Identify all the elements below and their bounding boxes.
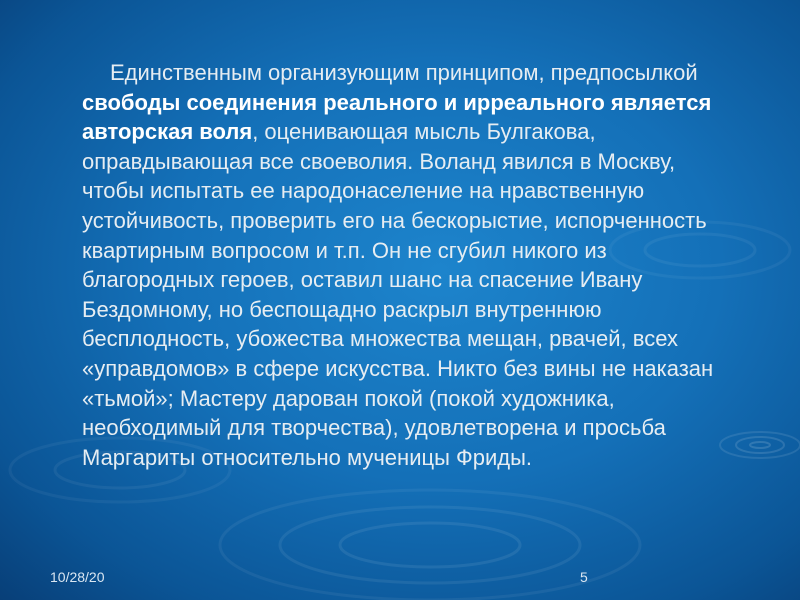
paragraph-intro: Единственным организующим принципом, предпосылкой (110, 60, 698, 85)
paragraph-body: , оценивающая мысль Булгакова, оправдывающая все своеволия. Воланд явился в Москву, чтобы испытать ее народонаселение на нравственную устойчивость, проверить его на бескорыстие, испорченность квартирным вопросом и т.п. Он не сгубил никого из благородных героев, оставил шанс на спасение Ивану Бездомному, но беспощадно раскрыл внутреннюю бесплодность, убожества множества мещан, рвачей, всех «управдомов» в сфере искусства. Никто без вины не наказан «тьмой»; Мастеру дарован покой (покой художника, необходимый для творчества), удовлетворена и просьба Маргариты относительно мученицы Фриды. (82, 119, 714, 470)
slide-body-text (82, 58, 742, 472)
slide-paragraph (82, 58, 742, 472)
paragraph-emphasis: свободы соединения реального и ирреального является авторская воля (82, 89, 712, 145)
footer-date: 10/28/20 (50, 569, 105, 585)
footer-page-number: 5 (580, 569, 588, 585)
